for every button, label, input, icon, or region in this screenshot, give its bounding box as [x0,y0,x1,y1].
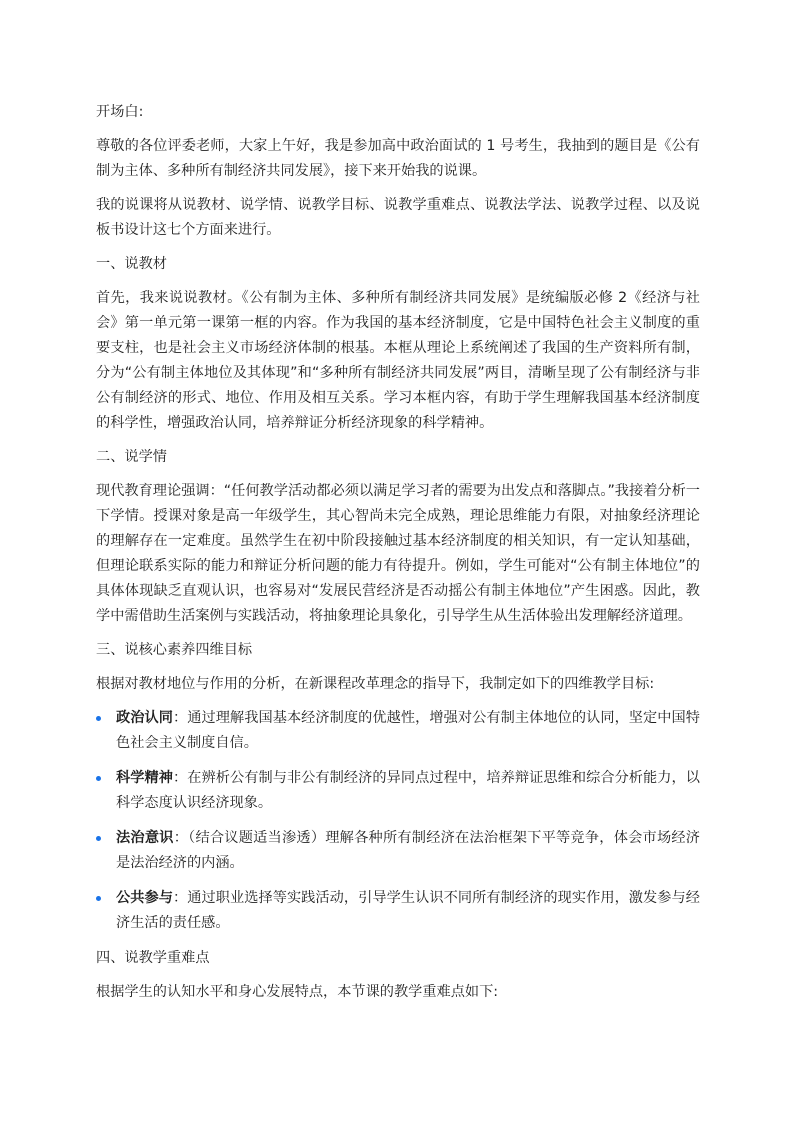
section-3-intro: 根据对教材地位与作用的分析，在新课程改革理念的指导下，我制定如下的四维教学目标: [96,676,655,692]
goal-item-scientific-spirit [96,766,700,816]
goal-item-rule-of-law [96,826,700,876]
goal-text: ：（结合议题适当渗透）理解各种所有制经济在法治框架下平等竞争，体会市场经济是法治经济的内涵。 [116,830,700,871]
goal-label: 科学精神 [116,770,173,786]
goal-text: ：通过职业选择等实践活动，引导学生认识不同所有制经济的现实作用，激发参与经济生活的责任感。 [116,890,700,931]
goal-label: 法治意识 [116,830,174,846]
opening-label: 开场白: [96,104,144,120]
section-1-body: 首先，我来说说教材。《公有制为主体、多种所有制经济共同发展》是统编版必修 2《经济与社会》第一单元第一课第一框的内容。作为我国的基本经济制度，它是中国特色社会主义制度的重要支柱，也是社会主义市场经济体制的根基。本框从理论上系统阐述了我国的生产资料所有制，分为“公有制主体地位及其体现”和“多种所有制经济共同发展”两目，清晰呈现了公有制经济与非公有制经济的形式、地位、作用及相互关系。学习本框内容，有助于学生理解我国基本经济制度的科学性，增强政治认同，培养辩证分析经济现象的科学精神。 [96,290,700,431]
goals-list [96,706,700,936]
document-page [96,100,700,1014]
section-4-intro: 根据学生的认知水平和身心发展特点，本节课的教学重难点如下: [96,984,499,1000]
goal-label: 政治认同 [116,710,173,726]
bullet-icon [96,776,101,781]
section-3-title: 三、说核心素养四维目标 [96,642,253,658]
section-2-title: 二、说学情 [96,449,167,465]
bullet-icon [96,896,101,901]
goal-text: ：在辨析公有制与非公有制经济的异同点过程中，培养辩证思维和综合分析能力，以科学态度认识经济现象。 [116,770,700,811]
section-1-title: 一、说教材 [96,256,167,272]
goal-text: ：通过理解我国基本经济制度的优越性，增强对公有制主体地位的认同，坚定中国特色社会主义制度自信。 [116,710,700,751]
goal-label: 公共参与 [116,890,173,906]
goal-item-public-participation [96,886,700,936]
bullet-icon [96,836,101,841]
section-2-body: 现代教育理论强调：“任何教学活动都必须以满足学习者的需要为出发点和落脚点。”我接着分析一下学情。授课对象是高一年级学生，其心智尚未完全成熟，理论思维能力有限，对抽象经济理论的理解存在一定难度。虽然学生在初中阶段接触过基本经济制度的相关知识，有一定认知基础，但理论联系实际的能力和辩证分析问题的能力有待提升。例如，学生可能对“公有制主体地位”的具体体现缺乏直观认识，也容易对“发展民营经济是否动摇公有制主体地位”产生困惑。因此，教学中需借助生活案例与实践活动，将抽象理论具象化，引导学生从生活体验出发理解经济道理。 [96,483,700,624]
section-4-title: 四、说教学重难点 [96,950,210,966]
intro-outline: 我的说课将从说教材、说学情、说教学目标、说教学重难点、说教法学法、说教学过程、以及说板书设计这七个方面来进行。 [96,197,700,238]
goal-item-political-identity [96,706,700,756]
bullet-icon [96,716,101,721]
intro-greeting: 尊敬的各位评委老师，大家上午好，我是参加高中政治面试的 1 号考生，我抽到的题目是《公有制为主体、多种所有制经济共同发展》，接下来开始我的说课。 [96,138,700,179]
